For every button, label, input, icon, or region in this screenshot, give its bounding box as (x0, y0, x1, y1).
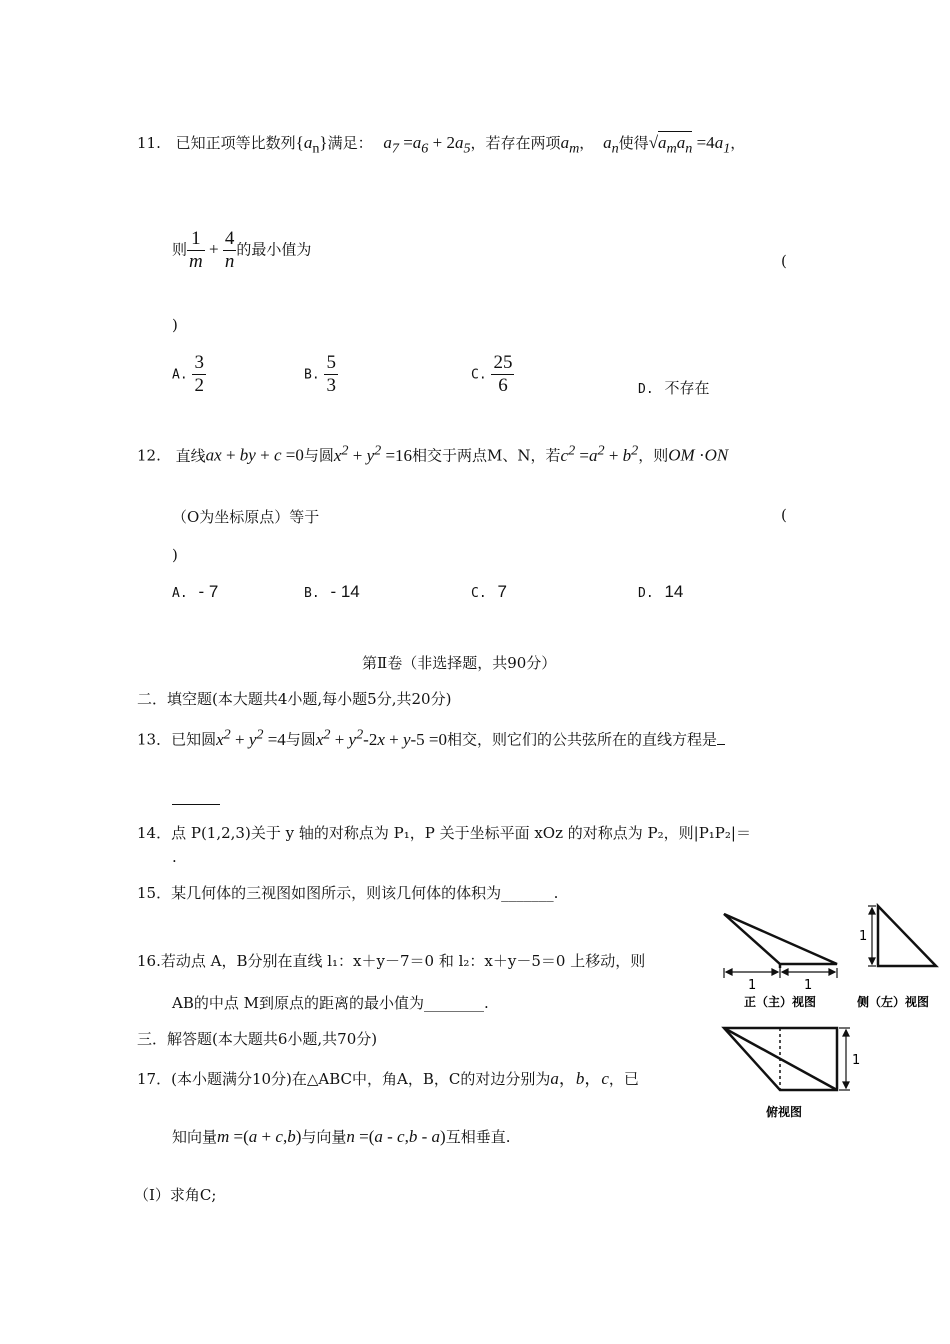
q11-sequence: $\{a_n\}$ (295, 133, 328, 157)
q12-text-3: 相交于两点M、N，若 (412, 446, 561, 465)
side-view-triangle (878, 906, 936, 966)
q13-answer-blank[interactable] (172, 790, 220, 805)
q17-line2-mid: 与向量 (301, 1128, 347, 1146)
q12-line2: （O为坐标原点）等于 (172, 508, 320, 526)
q11-text-2: 满足： (327, 134, 373, 152)
q13-text-3: 相交，则它们的公共弦所在的直线方程是 (447, 730, 718, 749)
q15-text: 某几何体的三视图如图所示，则该几何体的体积为_______. (171, 884, 559, 902)
q12-number: 12. (137, 446, 161, 465)
q13-number: 13． (137, 730, 172, 749)
q17-vector-n: n =(a - c,b - a) (346, 1127, 446, 1146)
q12-option-a[interactable]: A. - 7 (172, 582, 219, 601)
q11-text-4: ， (579, 134, 595, 152)
q11-option-a[interactable]: A. $\frac{3}{2}$ (172, 352, 204, 396)
q11-text-5: 使得 (618, 134, 649, 152)
section3-heading: 三．解答题(本大题共6小题,共70分) (137, 1030, 378, 1048)
q13-blank-start[interactable] (717, 744, 725, 745)
side-view-dimension (868, 906, 876, 966)
top-view-label: 俯视图 (766, 1105, 803, 1119)
q17-part1: （Ⅰ）求角C; (134, 1186, 217, 1204)
front-view-label: 正（主）视图 (744, 995, 817, 1009)
q15-line (137, 882, 558, 903)
q12-paren-close: ) (172, 546, 178, 564)
q11-paren-close: ) (172, 316, 178, 334)
q11-fraction-1-over-m: $\frac{1}{m}$ (189, 228, 203, 272)
q17-text-2: ，已 (608, 1070, 639, 1088)
q12-dot-product: OM ·ON (668, 445, 729, 465)
q12-option-d[interactable]: D. 14 (638, 582, 684, 601)
q11-fraction-4-over-n: $\frac{4}{n}$ (224, 228, 235, 272)
q11-option-b[interactable]: B. $\frac{5}{3}$ (304, 352, 336, 396)
q14-line (137, 822, 751, 843)
q12-option-b[interactable]: B. - 14 (304, 582, 360, 601)
q11-paren-open: ( (781, 252, 787, 270)
q12-paren-open: ( (781, 506, 787, 524)
q16-line2: AB的中点 M到原点的距离的最小值为________. (172, 994, 489, 1012)
q13-circle-2: $x^2 + y^2-2x + y-5 =0$ (315, 726, 448, 749)
q17-number: 17． (137, 1070, 172, 1088)
q11-number: 11. (137, 134, 161, 152)
q11-line2 (172, 228, 311, 273)
q11-line2-pre: 则 (172, 240, 188, 259)
front-view-dimensions (724, 968, 837, 978)
q11-text-3: ，若存在两项 (470, 134, 561, 152)
q14-text: 点 P(1,2,3)关于 y 轴的对称点为 P₁，P 关于坐标平面 xOz 的对称点为 P₂，则|P₁P₂|＝ (171, 824, 751, 842)
q11-text-6: ， (730, 134, 746, 152)
front-view-triangle (724, 914, 837, 964)
q13-line (137, 726, 725, 750)
q14-number: 14． (137, 824, 172, 842)
side-dim-1: 1 (859, 929, 868, 944)
q12-circle-equation: $x^2 + y^2 =16$ (333, 442, 413, 465)
q12-condition: $c^2 =a^2 + b^2$ (560, 442, 639, 465)
q12-option-c[interactable]: C. 7 (471, 582, 507, 601)
q11-option-c[interactable]: C. $\frac{25}{6}$ (471, 352, 513, 396)
q17-line1 (137, 1064, 639, 1089)
side-view (878, 906, 936, 966)
q12-text-4: ，则 (638, 446, 669, 465)
q14-end: . (172, 848, 177, 866)
part2-title: 第Ⅱ卷（非选择题，共90分） (362, 654, 557, 672)
q11-text-1: 已知正项等比数列 (175, 134, 296, 152)
section2-heading: 二．填空题(本大题共4小题,每小题5分,共20分) (137, 690, 452, 708)
q16-line1: 16.若动点 A，B分别在直线 l₁：x＋y－7＝0 和 l₂：x＋y－5＝0 上移动，则 (137, 952, 646, 970)
q13-text-1: 已知圆 (171, 730, 217, 749)
q17-line2-pre: 知向量 (172, 1128, 218, 1146)
side-view-label: 侧（左）视图 (857, 995, 930, 1009)
q11-line2-post: 的最小值为 (236, 240, 312, 259)
q11-plus: + (204, 239, 223, 259)
q12-line1 (137, 442, 728, 466)
q11-sqrt-condition: $√a_ma_n =4a_1$ (648, 133, 731, 157)
front-dim-1a: 1 (748, 978, 757, 993)
q17-line2-post: 互相垂直. (445, 1128, 511, 1146)
q12-line-equation: ax + by + c =0 (205, 445, 304, 465)
front-view (724, 914, 837, 968)
q11-condition: $a_7 =a_6 + 2a_5$ (383, 133, 471, 157)
q12-text-2: 与圆 (303, 446, 334, 465)
q11-an: $a_n$ (603, 133, 619, 157)
q17-text-1: (本小题满分10分)在△ABC中，角A，B，C的对边分别为 (171, 1070, 551, 1088)
top-view-dimension (839, 1028, 850, 1090)
q13-circle-1: $x^2 + y^2 =4$ (216, 726, 286, 749)
q17-line2 (172, 1126, 510, 1147)
q11-line1 (137, 132, 745, 157)
q11-option-d[interactable]: D. 不存在 (638, 379, 710, 397)
q13-text-2: 与圆 (285, 730, 316, 749)
q17-vector-m: m =(a + c,b) (217, 1127, 302, 1146)
top-dim-1: 1 (852, 1053, 861, 1068)
q11-am: $a_m$ (560, 133, 580, 157)
q15-number: 15． (137, 884, 172, 902)
q17-sides: a，b，c (550, 1069, 609, 1088)
front-dim-1b: 1 (804, 978, 813, 993)
q12-text-1: 直线 (175, 446, 206, 465)
three-view-figure (718, 898, 944, 1122)
